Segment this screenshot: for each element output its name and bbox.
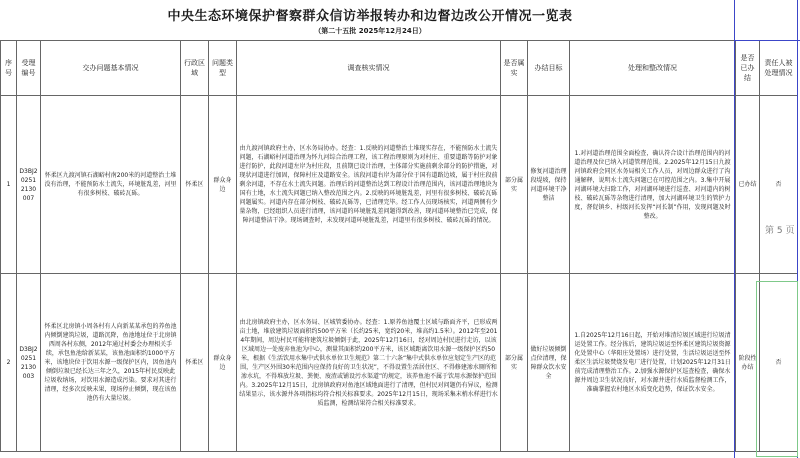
- cell-investigation: 由北房镇政府主办，区水务局、区城管委协办。经查：1.原养鱼池覆土区域与路面齐平，已形成两亩土地，堆放建筑垃圾面积约500平方米（长约25米，宽约20米，堆高约1.5米）。2012年至2014年期间，周边村民可能将建筑垃圾倾倒于此，2025年12月16日，经对周边村民进行走访，以该区域周边一处废弃鱼池为中心，测量其面积约200平方米，该区域距离饮用水源一级保护区约50米，根据《生活饮用水集中式供水单位卫生规范》第二十六条“集中式供水单位应划定生产区的范围，生产区外围30米范围内应保持良好的卫生状况”，不得设置生活居住区、不得修建渗水厕所和渗水坑，不得堆放垃圾、粪便、废渣或铺设污水渠道”的规定，该养鱼池不属于饮用水源保护范围内。3.2025年12月15日，北房镇政府对鱼池区域地面进行了清理，但村民对问题仍有异议，检测结果显示，该水源井各项指标均符合相关标准要求。2025年12月15日，现场采集末梢水样进行水质监测，检测结果符合相关标准要求。: [237, 274, 501, 452]
- header-goal: 办结目标: [528, 41, 570, 96]
- cell-type: 群众身边: [209, 96, 237, 274]
- cell-accountability: 否: [760, 274, 798, 452]
- cell-goal: 做好垃圾倾倒点位清理，保障群众饮水安全: [528, 274, 570, 452]
- cell-closed: 已办结: [736, 96, 760, 274]
- table-row: [1, 96, 798, 274]
- cell-type: 群众身边: [209, 274, 237, 452]
- header-region: 行政区域: [181, 41, 209, 96]
- column-selection-right-edge: [797, 0, 798, 458]
- cell-region: 怀柔区: [181, 96, 209, 274]
- table-row: [1, 274, 798, 452]
- column-selection-top-edge: [734, 40, 800, 41]
- cell-issue: 怀柔区九渡河镇石湖峪村南200米的河道整治土堆没有治理，不能预防水土流失，环境脏乱差，河里有很多树枝、破砖瓦砾。: [41, 96, 181, 274]
- header-no: 受理编号: [17, 41, 41, 96]
- header-issue: 交办问题基本情况: [41, 41, 181, 96]
- header-type: 问题类型: [209, 41, 237, 96]
- cell-goal: 修复河道治理段堤坡，保持河道环境干净整洁: [528, 96, 570, 274]
- cell-accountability: 否: [760, 96, 798, 274]
- column-selection-left-edge: [734, 0, 735, 458]
- cell-investigation: 由九渡河镇政府主办，区水务局协办。经查：1.反映的河道整治土堆现实存在，不能预防水土流失问题，石湖峪村河道治理为怀九河综合治理工程，该工程治理原则为对村庄、重要道路等防护对象进行防护，此段河道左岸为村庄段，且前期已设计治理，主体部分实施前剩余部分的防护措施，对现状河道进行加固，保障村庄及道路安全。该段河道右岸为部分位于国有道路边坡，属于村庄段前剩余河道，不存在水土流失问题。治理后的河道整治达到工程设计治理范围内，该河道治理地块为国有土地，水土流失问题已纳入整改范围之内。2.反映的环境脏乱差，河里有很多树枝、破砖瓦砾问题属实。河道内存在部分树枝、破砖瓦砾等，已清理完毕。经工作人员现场核实，河道两侧有少量杂物，已经组织人员进行清理，该河道的环境脏乱差问题得到改善，现河道环境整治已完成，保障河道整洁干净。现场调查时，未发现河道环境脏乱差，河道里有很多树枝、破砖瓦砾的情况。: [237, 96, 501, 274]
- table-header-row: [1, 41, 798, 96]
- header-handling: 处理和整改情况: [570, 41, 736, 96]
- cell-verified: 部分属实: [501, 274, 528, 452]
- cell-no: D3BJ202512130003: [17, 274, 41, 452]
- header-accountability: 责任人被处理情况: [760, 41, 798, 96]
- cell-seq: 1: [1, 96, 17, 274]
- petition-table: [0, 40, 798, 452]
- cell-verified: 部分属实: [501, 96, 528, 274]
- header-verified: 是否属实: [501, 41, 528, 96]
- header-investigation: 调查核实情况: [237, 41, 501, 96]
- page-number: 第 5 页: [764, 223, 795, 236]
- document-subtitle: （第二十五批 2025年12月24日）: [314, 27, 426, 35]
- cell-seq: 2: [1, 274, 17, 452]
- header-seq: 序号: [1, 41, 17, 96]
- header-closed: 是否已办结: [736, 41, 760, 96]
- cell-region: 怀柔区: [181, 274, 209, 452]
- cell-closed: 阶段性办结: [736, 274, 760, 452]
- cell-issue: 怀柔区北房镇小周各村有人向新某某承包的养鱼池内倾倒建筑垃圾，道路沉降，鱼池地址位于北房镇西周各村东侧，2012年通过村委会办理相关手续，承包鱼池给新某某，该鱼池面积约1000平方米，该地块位于饮用水源一级保护区内，因鱼池内倾倒垃圾已经长达三年之久，2015年村民反映此垃圾收纳场，对饮用水源造成污染。要求对其进行清理，经多次反映未果，现场停止倾倒，现在该鱼池仍有大量垃圾。: [41, 274, 181, 452]
- cell-no: D3BJ202512130007: [17, 96, 41, 274]
- document-title: 中央生态环境保护督察群众信访举报转办和边督边改公开情况一览表: [167, 9, 573, 24]
- cell-handling: 1.对河道治理范围全面检查，确认符合设计治理范围内的河道治理及位已纳入河道管理范围。2.2025年12月15日九渡河镇政府会同区水务局相关工作人员，对周边群众进行了沟通解释，说明水土流失问题已在可控范围之内。3.集中开展河湖环境大扫除工作，对河湖环境进行巡查、对河道内的树枝、破砖瓦砾等杂物进行清理，加大河湖环境卫生的管护力度，督促镇乡、村级河长发挥“河长制”作用，发现问题及时整改。: [570, 96, 736, 274]
- cell-handling: 1.自2025年12月16日起，开始对堆渣垃圾区域进行垃圾清运处置工作。经分拣后，建筑垃圾运至怀柔区建筑垃圾资源化处置中心（华阳庄处置场）进行处置，生活垃圾运送至怀柔区生活垃圾焚烧发电厂进行处置，计划2025年12月31日前完成清理整治工作。2.加强水源保护区巡查检查，确保水源井周边卫生状况良好，对水源井进行水质监督检测工作，准确掌握农村地区水质变化趋势，保证饮水安全。: [570, 274, 736, 452]
